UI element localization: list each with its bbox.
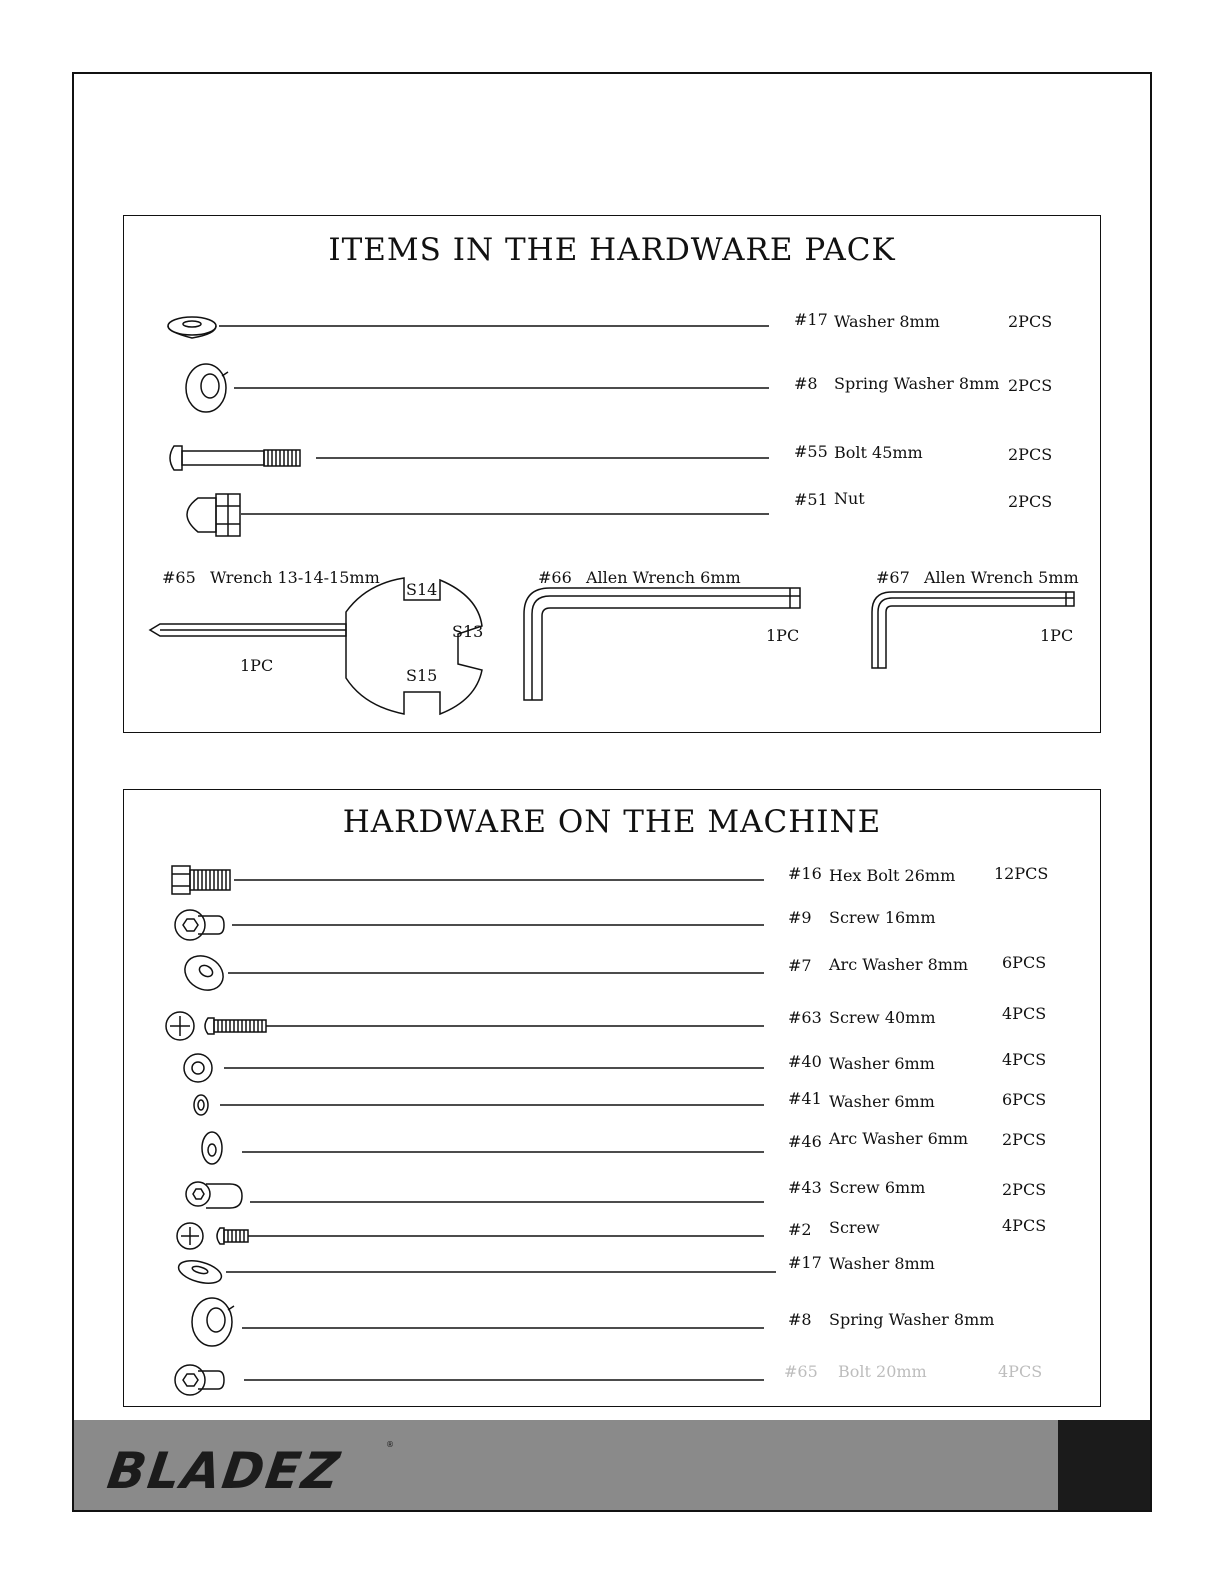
item-name: Washer 8mm bbox=[834, 312, 940, 331]
button-screw-icon bbox=[186, 1182, 242, 1208]
hex-bolt-icon bbox=[172, 866, 230, 894]
machine-hardware-panel bbox=[123, 789, 1101, 1407]
item-name: Screw 6mm bbox=[829, 1178, 926, 1197]
brand-logo: BLADEZ bbox=[103, 1442, 345, 1500]
tool-number: #67 bbox=[876, 568, 910, 587]
item-name: Screw bbox=[829, 1218, 880, 1237]
item-number: #8 bbox=[788, 1310, 812, 1329]
item-number: #40 bbox=[788, 1052, 822, 1071]
tool-number: #66 bbox=[538, 568, 572, 587]
item-qty: 6PCS bbox=[1002, 953, 1047, 972]
item-number: #55 bbox=[794, 442, 828, 461]
arc-washer-icon bbox=[179, 949, 230, 997]
item-qty: 12PCS bbox=[994, 864, 1049, 883]
wrench-size-label: S14 bbox=[406, 580, 438, 599]
item-qty: 2PCS bbox=[1002, 1130, 1047, 1149]
page-number-block bbox=[1058, 1420, 1150, 1510]
item-name: Arc Washer 6mm bbox=[829, 1129, 969, 1148]
item-name: Screw 16mm bbox=[829, 908, 936, 927]
item-qty: 4PCS bbox=[1002, 1216, 1047, 1235]
tool-number: #65 bbox=[162, 568, 196, 587]
wrench-size-label: S15 bbox=[406, 666, 438, 685]
item-number: #7 bbox=[788, 956, 812, 975]
allen-wrench-6mm-icon bbox=[524, 588, 800, 700]
item-name: Bolt 45mm bbox=[834, 443, 923, 462]
item-number: #63 bbox=[788, 1008, 822, 1027]
phillips-small-screw-icon bbox=[177, 1223, 248, 1249]
registered-mark: ® bbox=[386, 1440, 394, 1449]
hardware-pack-panel bbox=[123, 215, 1101, 733]
phillips-screw-icon bbox=[166, 1012, 266, 1040]
item-number: #2 bbox=[788, 1220, 812, 1239]
item-number: #16 bbox=[788, 864, 822, 883]
item-qty: 6PCS bbox=[1002, 1090, 1047, 1109]
item-number: #46 bbox=[788, 1132, 822, 1151]
item-name: Hex Bolt 26mm bbox=[829, 866, 956, 885]
item-number: #17 bbox=[794, 310, 828, 329]
item-number: #17 bbox=[788, 1253, 822, 1272]
item-qty: 2PCS bbox=[1008, 312, 1053, 331]
small-washer-icon bbox=[194, 1095, 208, 1115]
wrench-size-label: S13 bbox=[452, 622, 484, 641]
item-qty: 2PCS bbox=[1008, 492, 1053, 511]
tool-qty: 1PC bbox=[1040, 626, 1074, 645]
item-name: Arc Washer 8mm bbox=[829, 955, 969, 974]
hardware-pack-title: ITEMS IN THE HARDWARE PACK bbox=[328, 232, 896, 268]
item-name: Washer 8mm bbox=[829, 1254, 935, 1273]
item-qty: 2PCS bbox=[1008, 445, 1053, 464]
cap-nut-icon bbox=[187, 494, 240, 536]
tool-qty: 1PC bbox=[766, 626, 800, 645]
tool-name: Allen Wrench 6mm bbox=[586, 568, 741, 587]
footer-bar bbox=[72, 1420, 1152, 1512]
tool-name: Allen Wrench 5mm bbox=[924, 568, 1079, 587]
item-name: Spring Washer 8mm bbox=[834, 374, 1000, 393]
item-number: #43 bbox=[788, 1178, 822, 1197]
item-qty: 4PCS bbox=[1002, 1004, 1047, 1023]
item-number: #51 bbox=[794, 490, 828, 509]
item-number: #65 bbox=[784, 1362, 818, 1381]
item-qty: 2PCS bbox=[1008, 376, 1053, 395]
item-qty: 4PCS bbox=[1002, 1050, 1047, 1069]
washer-icon bbox=[168, 317, 216, 338]
socket-bolt-icon bbox=[175, 1365, 224, 1395]
tool-name: Wrench 13-14-15mm bbox=[210, 568, 380, 587]
arc-washer-small-icon bbox=[202, 1132, 222, 1164]
item-number: #41 bbox=[788, 1089, 822, 1108]
tool-qty: 1PC bbox=[240, 656, 274, 675]
item-name: Washer 6mm bbox=[829, 1054, 935, 1073]
item-number: #9 bbox=[788, 908, 812, 927]
item-name: Bolt 20mm bbox=[838, 1362, 927, 1381]
item-name: Screw 40mm bbox=[829, 1008, 936, 1027]
carriage-bolt-icon bbox=[170, 446, 300, 470]
socket-screw-icon bbox=[175, 910, 224, 940]
item-name: Washer 6mm bbox=[829, 1092, 935, 1111]
washer-icon bbox=[176, 1257, 224, 1288]
spring-washer-icon bbox=[192, 1298, 234, 1346]
item-qty: 2PCS bbox=[1002, 1180, 1047, 1199]
machine-hardware-title: HARDWARE ON THE MACHINE bbox=[342, 804, 882, 840]
spring-washer-icon bbox=[186, 364, 228, 412]
item-qty: 4PCS bbox=[998, 1362, 1043, 1381]
item-number: #8 bbox=[794, 374, 818, 393]
flat-washer-icon bbox=[184, 1054, 212, 1082]
item-name: Spring Washer 8mm bbox=[829, 1310, 995, 1329]
item-name: Nut bbox=[834, 489, 865, 508]
